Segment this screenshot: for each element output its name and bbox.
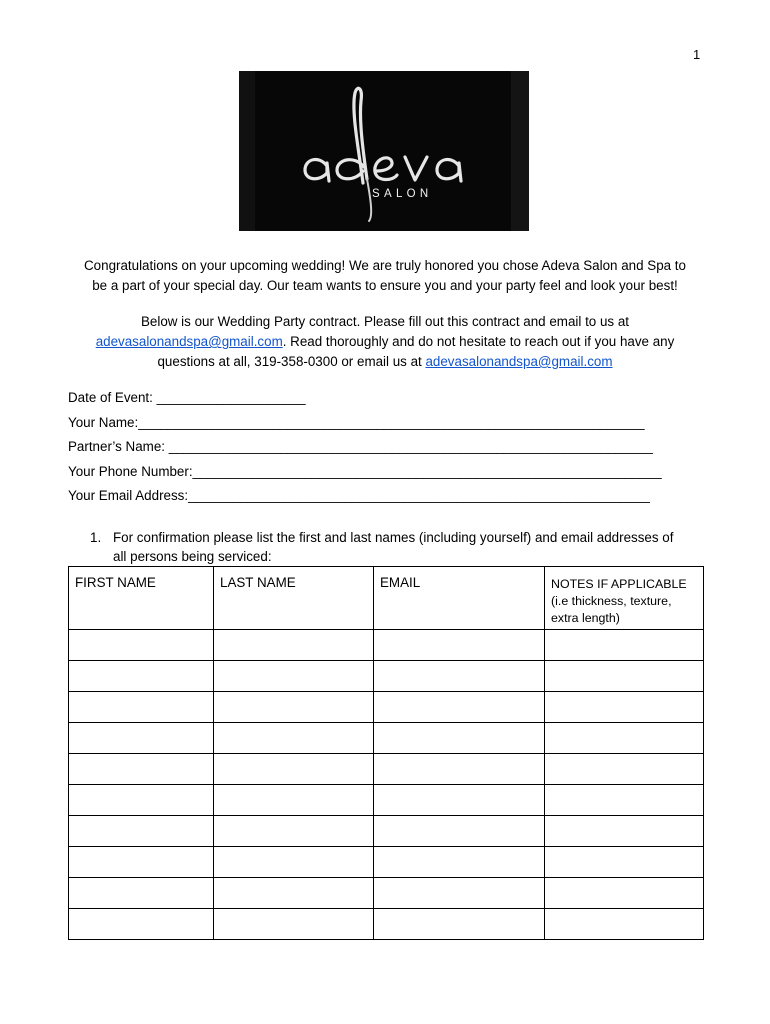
email-cell[interactable] (374, 847, 545, 878)
instruction-line-1: For confirmation please list the first and last names (including yourself) and email addresses of (113, 530, 674, 545)
email-link-1[interactable]: adevasalonandspa@gmail.com (95, 334, 283, 349)
last-name-cell[interactable] (214, 847, 374, 878)
page-number: 1 (693, 47, 701, 62)
table-row (69, 785, 704, 816)
last-name-cell[interactable] (214, 909, 374, 940)
column-header-email: EMAIL (374, 567, 545, 630)
contract-line-3 (60, 352, 710, 372)
email-cell[interactable] (374, 692, 545, 723)
first-name-cell[interactable] (69, 630, 214, 661)
column-header-notes (545, 567, 704, 630)
table-row (69, 661, 704, 692)
last-name-cell[interactable] (214, 661, 374, 692)
email-cell[interactable] (374, 661, 545, 692)
notes-cell[interactable] (545, 661, 704, 692)
email-cell[interactable] (374, 878, 545, 909)
first-name-cell[interactable] (69, 692, 214, 723)
last-name-cell[interactable] (214, 816, 374, 847)
table-row (69, 723, 704, 754)
first-name-cell[interactable] (69, 723, 214, 754)
notes-cell[interactable] (545, 909, 704, 940)
date-of-event-field[interactable]: Date of Event: ____________________ (68, 390, 306, 405)
contract-line-3-text: questions at all, 319-358-0300 or email us at (157, 354, 426, 369)
notes-cell[interactable] (545, 816, 704, 847)
email-cell[interactable] (374, 723, 545, 754)
table-row (69, 816, 704, 847)
notes-cell[interactable] (545, 754, 704, 785)
table-row (69, 754, 704, 785)
notes-cell[interactable] (545, 878, 704, 909)
last-name-cell[interactable] (214, 754, 374, 785)
your-name-field[interactable]: Your Name:____________________________________________________________________ (68, 414, 645, 430)
instruction-line-2: all persons being serviced: (113, 549, 272, 564)
table-row (69, 847, 704, 878)
notes-cell[interactable] (545, 723, 704, 754)
email-cell[interactable] (374, 630, 545, 661)
contract-line-2-rest: . Read thoroughly and do not hesitate to reach out if you have any (282, 334, 675, 349)
table-header-row (69, 567, 704, 630)
intro-paragraph (60, 256, 710, 296)
notes-cell[interactable] (545, 785, 704, 816)
first-name-cell[interactable] (69, 847, 214, 878)
logo-sub-text: SALON (372, 188, 433, 200)
instruction-text (113, 528, 705, 566)
table-row (69, 909, 704, 940)
last-name-cell[interactable] (214, 785, 374, 816)
contract-line-2 (60, 332, 710, 352)
phone-number-field[interactable]: Your Phone Number:_______________________________________________________________ (68, 463, 662, 479)
table-row (69, 692, 704, 723)
email-cell[interactable] (374, 785, 545, 816)
first-name-cell[interactable] (69, 909, 214, 940)
email-address-field[interactable]: Your Email Address:______________________________________________________________ (68, 488, 650, 503)
logo-wordmark-art (239, 71, 529, 231)
notes-cell[interactable] (545, 630, 704, 661)
first-name-cell[interactable] (69, 785, 214, 816)
contact-fields (68, 386, 708, 509)
column-header-first-name: FIRST NAME (69, 567, 214, 630)
email-cell[interactable] (374, 754, 545, 785)
table-row (69, 878, 704, 909)
table-row (69, 630, 704, 661)
intro-line-2: be a part of your special day. Our team wants to ensure you and your party feel and look your best! (92, 278, 678, 293)
notes-header-line-2: (i.e thickness, texture, (551, 594, 672, 608)
table-body (69, 630, 704, 940)
first-name-cell[interactable] (69, 878, 214, 909)
email-cell[interactable] (374, 909, 545, 940)
notes-header-line-1: NOTES IF APPLICABLE (551, 577, 687, 591)
guest-table (68, 566, 704, 940)
email-link-2[interactable]: adevasalonandspa@gmail.com (425, 354, 613, 369)
partner-name-field[interactable]: Partner’s Name: _________________________________________________________________ (68, 439, 653, 454)
column-header-last-name: LAST NAME (214, 567, 374, 630)
last-name-cell[interactable] (214, 723, 374, 754)
first-name-cell[interactable] (69, 661, 214, 692)
notes-cell[interactable] (545, 847, 704, 878)
notes-cell[interactable] (545, 692, 704, 723)
notes-header-line-3: extra length) (551, 611, 620, 625)
adeva-salon-logo (239, 71, 529, 231)
instruction-item (90, 528, 705, 566)
contract-line-1: Below is our Wedding Party contract. Please fill out this contract and email to us at (140, 314, 629, 329)
last-name-cell[interactable] (214, 878, 374, 909)
last-name-cell[interactable] (214, 630, 374, 661)
email-cell[interactable] (374, 816, 545, 847)
instruction-number: 1. (90, 530, 102, 545)
intro-line-1: Congratulations on your upcoming wedding! We are truly honored you chose Adeva Salon and Spa to (84, 258, 686, 273)
contract-paragraph (60, 312, 710, 372)
first-name-cell[interactable] (69, 816, 214, 847)
first-name-cell[interactable] (69, 754, 214, 785)
last-name-cell[interactable] (214, 692, 374, 723)
